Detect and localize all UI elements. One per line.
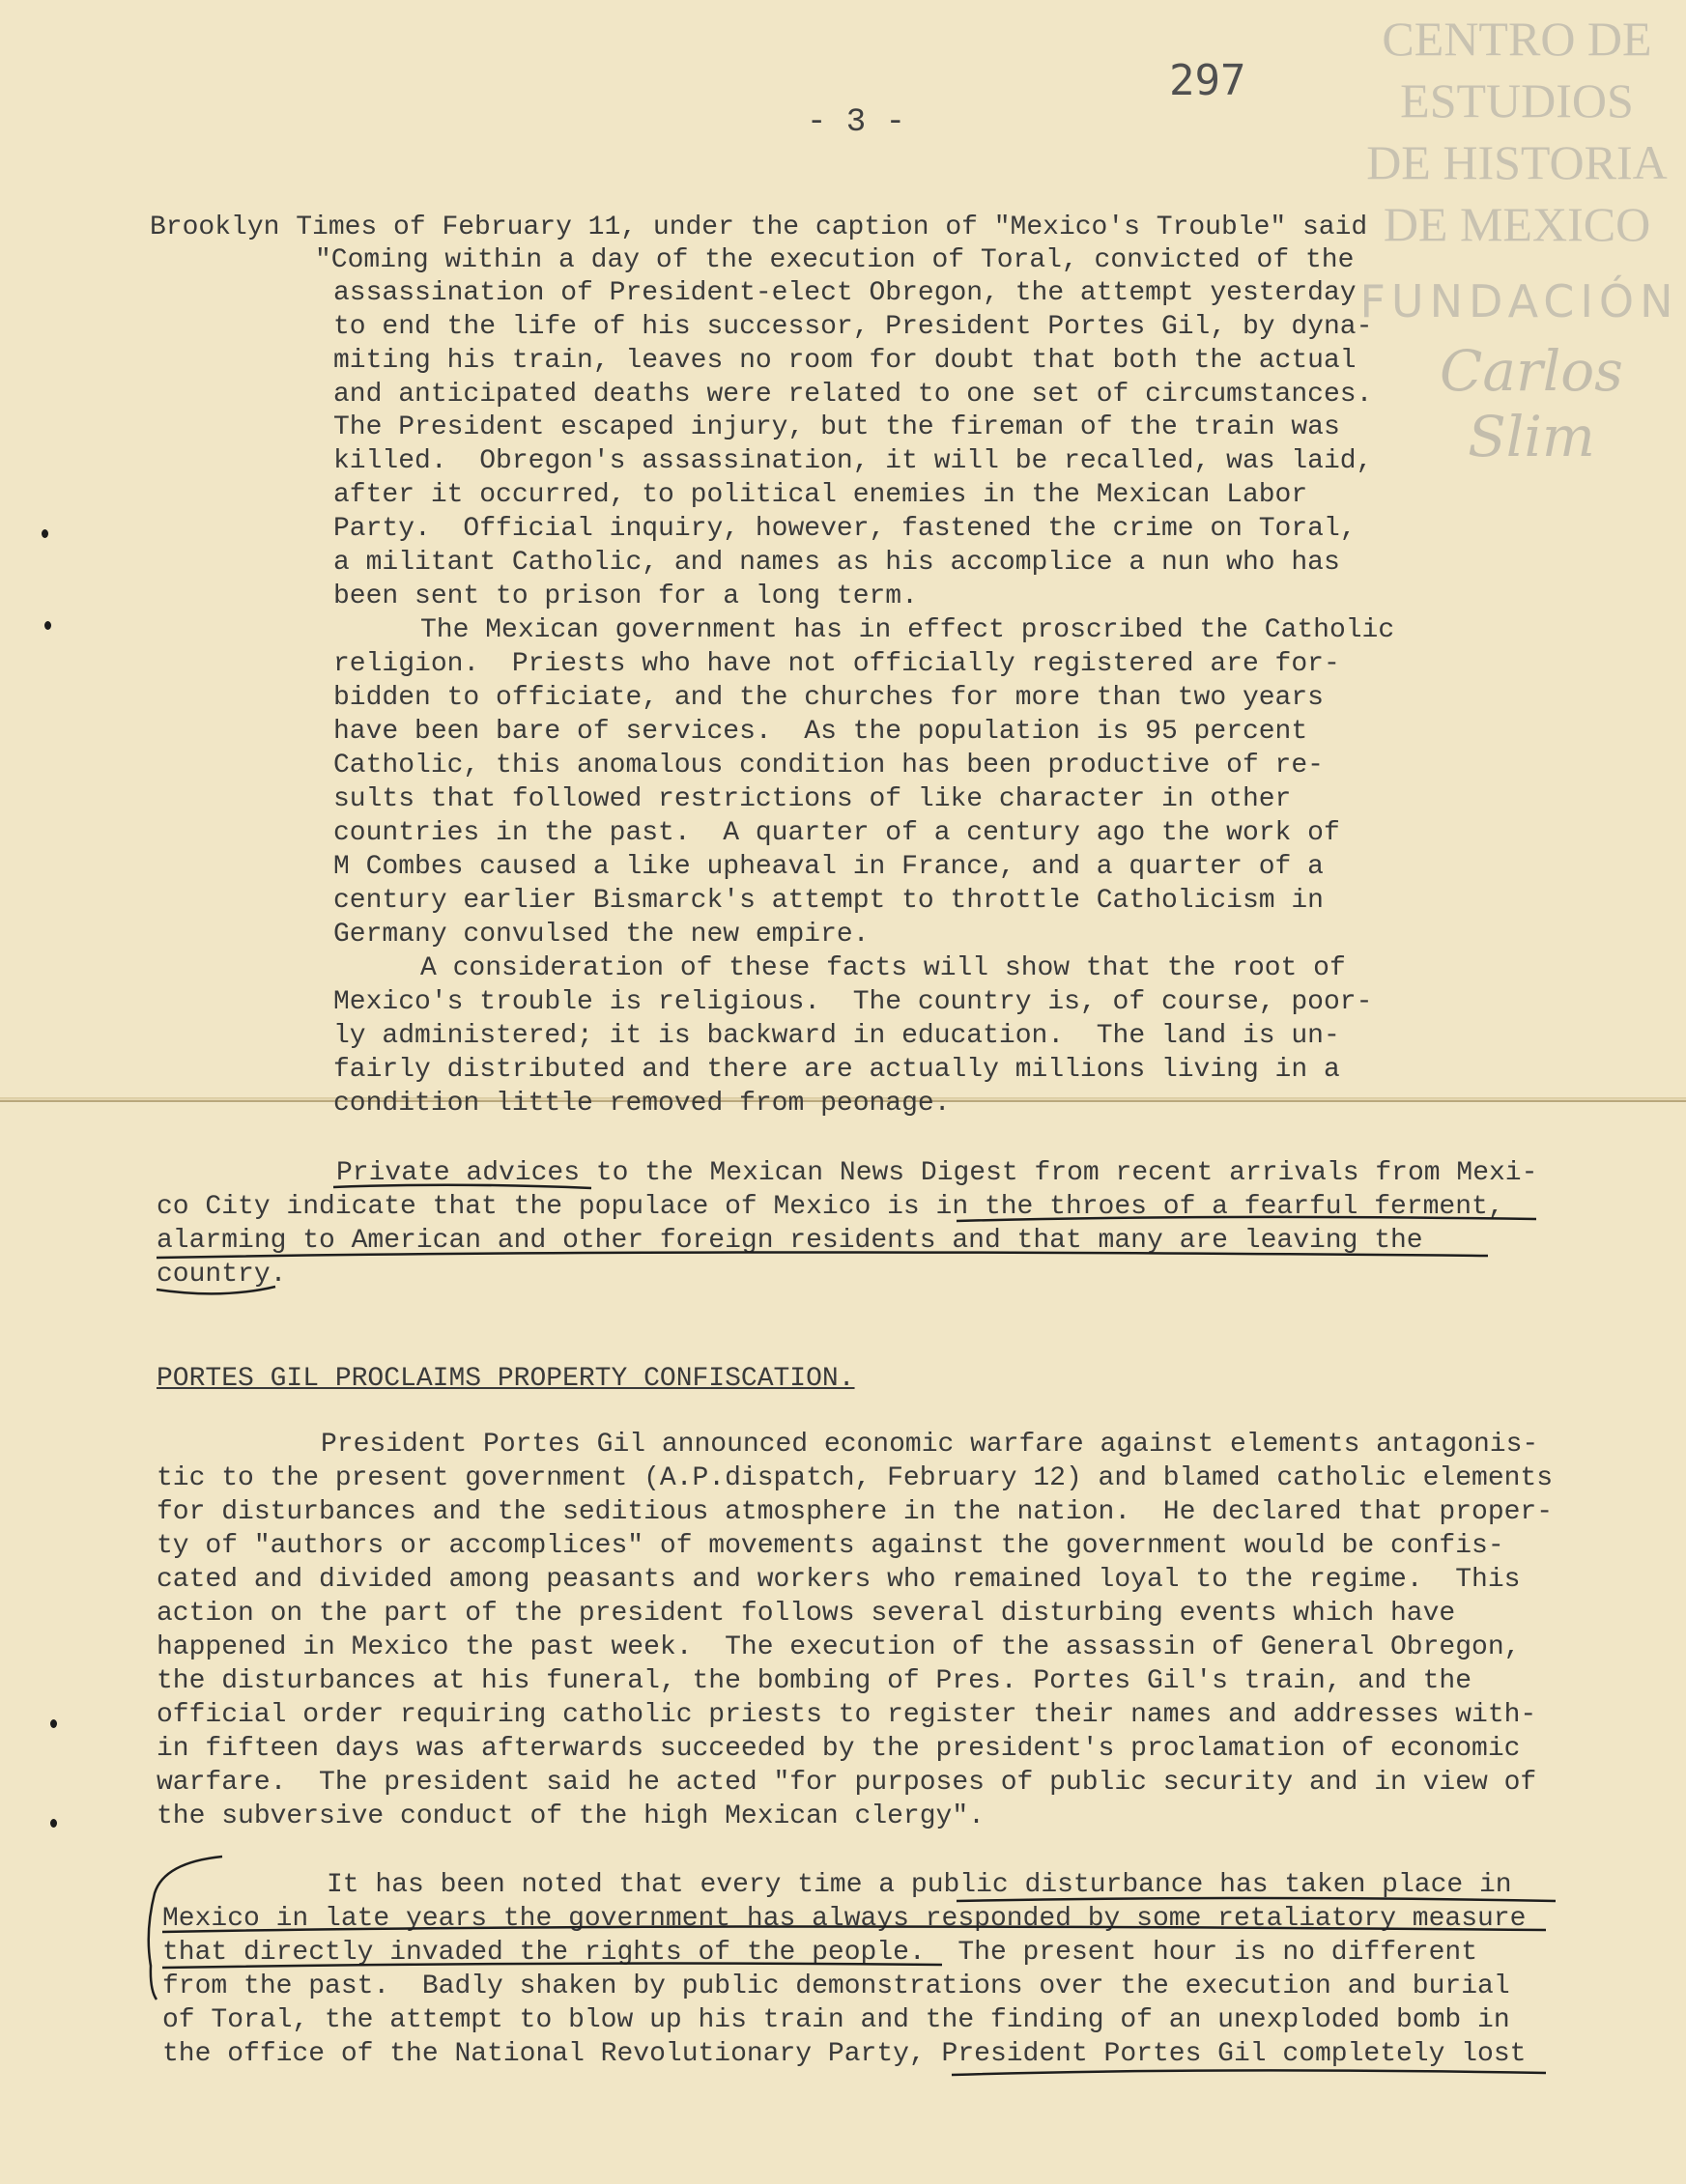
paragraph-line: warfare. The president said he acted "for purposes of public security and in view of: [157, 1768, 1537, 1798]
quote-line: ly administered; it is backward in education. The land is un-: [333, 1021, 1340, 1051]
quote-line: Mexico's trouble is religious. The country is, of course, poor-: [333, 987, 1373, 1017]
pen-underline: [952, 2070, 1546, 2075]
paragraph-line: of Toral, the attempt to blow up his train and the finding of an unexploded bomb in: [162, 2005, 1510, 2035]
quote-line: A consideration of these facts will show that the root of: [420, 953, 1346, 983]
quote-line: fairly distributed and there are actually millions living in a: [333, 1055, 1340, 1085]
archive-watermark: [1357, 8, 1676, 255]
paragraph-line: official order requiring catholic priests to register their names and addresses with-: [157, 1700, 1537, 1730]
paragraph-line: from the past. Badly shaken by public demonstrations over the execution and burial: [162, 1971, 1510, 2001]
quote-line: bidden to officiate, and the churches for more than two years: [333, 683, 1324, 713]
paragraph-line: ty of "authors or accomplices" of movements against the government would be confis-: [157, 1531, 1504, 1561]
quote-line: Party. Official inquiry, however, fastened the crime on Toral,: [333, 514, 1357, 544]
quote-line: condition little removed from peonage.: [333, 1089, 951, 1119]
watermark-line: CENTRO DE: [1382, 12, 1652, 66]
paragraph-line: It has been noted that every time a public disturbance has taken place in: [327, 1870, 1512, 1900]
paragraph-line: the subversive conduct of the high Mexican clergy".: [157, 1801, 985, 1831]
quote-line: to end the life of his successor, President Portes Gil, by dyna-: [333, 312, 1373, 342]
quote-line: Catholic, this anomalous condition has been productive of re-: [333, 751, 1324, 780]
paragraph-line: happened in Mexico the past week. The execution of the assassin of General Obregon,: [157, 1632, 1521, 1662]
watermark-line: ESTUDIOS: [1400, 73, 1634, 128]
quote-line: miting his train, leaves no room for doubt that both the actual: [333, 346, 1357, 376]
quote-line: countries in the past. A quarter of a century ago the work of: [333, 818, 1340, 848]
paragraph-line: country.: [157, 1260, 287, 1290]
paragraph-line: President Portes Gil announced economic warfare against elements antagonis-: [321, 1430, 1539, 1460]
margin-dot: [50, 1819, 57, 1828]
quote-line: Germany convulsed the new empire.: [333, 920, 870, 950]
quote-line: The President escaped injury, but the fireman of the train was: [333, 412, 1340, 442]
quote-line: Brooklyn Times of February 11, under the caption of "Mexico's Trouble" said: [150, 213, 1368, 242]
paragraph-line: alarming to American and other foreign residents and that many are leaving the: [157, 1226, 1423, 1256]
quote-line: after it occurred, to political enemies in the Mexican Labor: [333, 480, 1308, 510]
watermark-foundation: FUNDACIÓN: [1359, 275, 1679, 327]
paragraph-line: the disturbances at his funeral, the bombing of Pres. Portes Gil's train, and the: [157, 1666, 1472, 1696]
quote-line: sults that followed restrictions of like character in other: [333, 784, 1292, 814]
archive-stamp-number: 297: [1169, 56, 1246, 105]
quote-line: have been bare of services. As the population is 95 percent: [333, 717, 1308, 747]
watermark-line: DE MEXICO: [1383, 197, 1651, 251]
quote-line: M Combes caused a like upheaval in France, and a quarter of a: [333, 852, 1324, 882]
paragraph-line: tic to the present government (A.P.dispatch, February 12) and blamed catholic elements: [157, 1463, 1554, 1493]
quote-line: The Mexican government has in effect proscribed the Catholic: [420, 615, 1395, 645]
quote-line: "Coming within a day of the execution of Toral, convicted of the: [315, 245, 1355, 275]
quote-line: assassination of President-elect Obregon, the attempt yesterday: [333, 278, 1357, 308]
paragraph-line: in fifteen days was afterwards succeeded by the president's proclamation of economic: [157, 1734, 1521, 1764]
paragraph-line: Mexico in late years the government has always responded by some retaliatory measure: [162, 1904, 1527, 1934]
quote-line: killed. Obregon's assassination, it will be recalled, was laid,: [333, 446, 1373, 476]
margin-dot: [42, 529, 48, 538]
quote-line: a militant Catholic, and names as his accomplice a nun who has: [333, 548, 1340, 578]
margin-dot: [50, 1719, 57, 1728]
quote-line: and anticipated deaths were related to one set of circumstances.: [333, 380, 1373, 410]
section-heading: PORTES GIL PROCLAIMS PROPERTY CONFISCATION.: [157, 1364, 855, 1394]
watermark-line: DE HISTORIA: [1366, 135, 1668, 189]
watermark-signature: Carlos Slim: [1440, 338, 1623, 469]
quote-line: been sent to prison for a long term.: [333, 581, 918, 611]
paragraph-line: Private advices to the Mexican News Digest from recent arrivals from Mexi-: [336, 1158, 1538, 1188]
margin-dot: [44, 621, 51, 630]
quote-line: century earlier Bismarck's attempt to throttle Catholicism in: [333, 886, 1324, 916]
paragraph-line: action on the part of the president follows several disturbing events which have: [157, 1599, 1456, 1629]
paragraph-line: that directly invaded the rights of the people. The present hour is no different: [162, 1938, 1478, 1968]
paragraph-line: co City indicate that the populace of Mexico is in the throes of a fearful ferment,: [157, 1192, 1504, 1222]
paragraph-line: the office of the National Revolutionary Party, President Portes Gil completely lost: [162, 2039, 1527, 2069]
paragraph-line: for disturbances and the seditious atmosphere in the nation. He declared that proper-: [157, 1497, 1554, 1527]
quote-line: religion. Priests who have not officially registered are for-: [333, 649, 1340, 679]
page-number: - 3 -: [807, 104, 906, 141]
paragraph-line: cated and divided among peasants and workers who remained loyal to the regime. This: [157, 1565, 1521, 1595]
